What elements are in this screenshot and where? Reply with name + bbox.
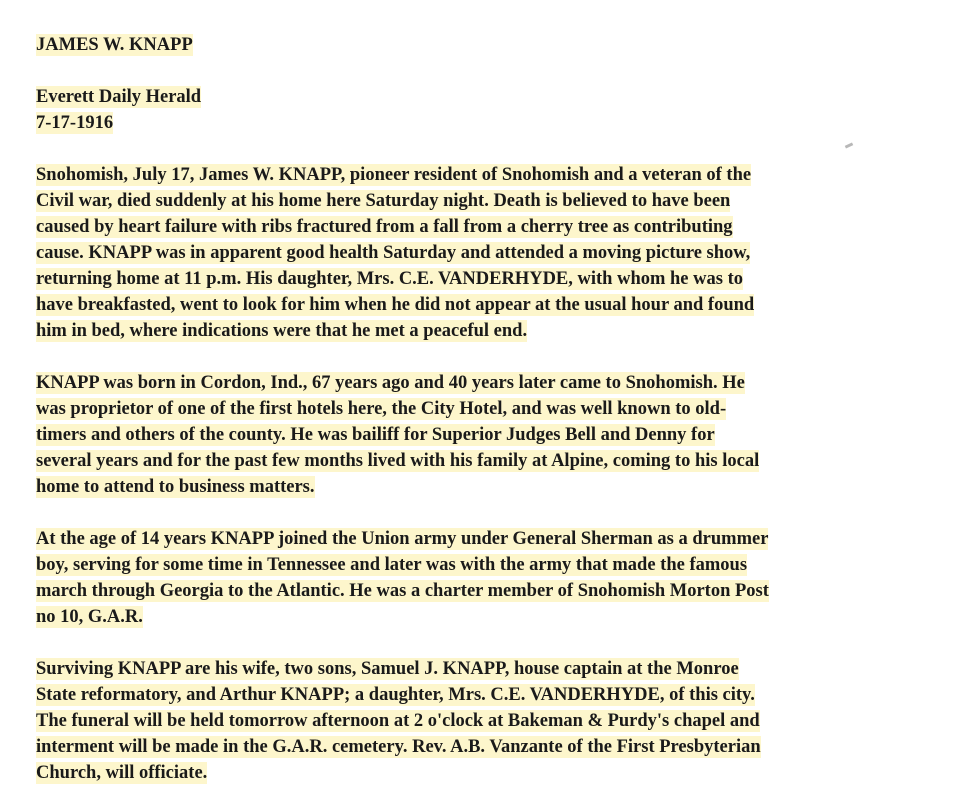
paragraph-line: KNAPP was born in Cordon, Ind., 67 years ago and 40 years later came to Snohomish. He (36, 373, 745, 393)
paragraph-line: Snohomish, July 17, James W. KNAPP, pioneer resident of Snohomish and a veteran of the (36, 165, 752, 185)
paragraph-line: march through Georgia to the Atlantic. He was a charter member of Snohomish Morton Post (36, 581, 769, 601)
paragraph-line: Surviving KNAPP are his wife, two sons, Samuel J. KNAPP, house captain at the Monroe (36, 659, 739, 679)
paragraph-line: several years and for the past few months lived with his family at Alpine, coming to his local (36, 451, 760, 471)
obituary-document (36, 32, 951, 812)
paragraph-line: timers and others of the county. He was bailiff for Superior Judges Bell and Denny for (36, 425, 715, 445)
paragraph-line: The funeral will be held tomorrow afternoon at 2 o'clock at Bakeman & Purdy's chapel and (36, 711, 760, 731)
paragraph-line: Civil war, died suddenly at his home here Saturday night. Death is believed to have been (36, 191, 731, 211)
paragraph-line: him in bed, where indications were that he met a peaceful end. (36, 321, 528, 341)
paragraph-line: no 10, G.A.R. (36, 607, 143, 627)
paragraph-line: State reformatory, and Arthur KNAPP; a daughter, Mrs. C.E. VANDERHYDE, of this city. (36, 685, 755, 705)
paragraph-biography (36, 370, 951, 500)
document-title: JAMES W. KNAPP (36, 35, 193, 55)
source-block (36, 84, 951, 136)
paragraph-line: home to attend to business matters. (36, 477, 315, 497)
paragraph-line: caused by heart failure with ribs fractured from a fall from a cherry tree as contributing (36, 217, 733, 237)
paragraph-line: interment will be made in the G.A.R. cemetery. Rev. A.B. Vanzante of the First Presbyterian (36, 737, 761, 757)
paragraph-line: cause. KNAPP was in apparent good health Saturday and attended a moving picture show, (36, 243, 751, 263)
paragraph-line: Church, will officiate. (36, 763, 208, 783)
publication-name: Everett Daily Herald (36, 87, 202, 107)
paragraph-line: returning home at 11 p.m. His daughter, Mrs. C.E. VANDERHYDE, with whom he was to (36, 269, 743, 289)
paragraph-military (36, 526, 951, 630)
paragraph-line: have breakfasted, went to look for him when he did not appear at the usual hour and found (36, 295, 755, 315)
paragraph-line: was proprietor of one of the first hotels here, the City Hotel, and was well known to old- (36, 399, 727, 419)
publication-date: 7-17-1916 (36, 113, 114, 133)
title-block (36, 32, 951, 58)
paragraph-survivors (36, 656, 951, 786)
paragraph-line: boy, serving for some time in Tennessee and later was with the army that made the famous (36, 555, 748, 575)
paragraph-line: At the age of 14 years KNAPP joined the Union army under General Sherman as a drummer (36, 529, 769, 549)
paragraph-death (36, 162, 951, 344)
